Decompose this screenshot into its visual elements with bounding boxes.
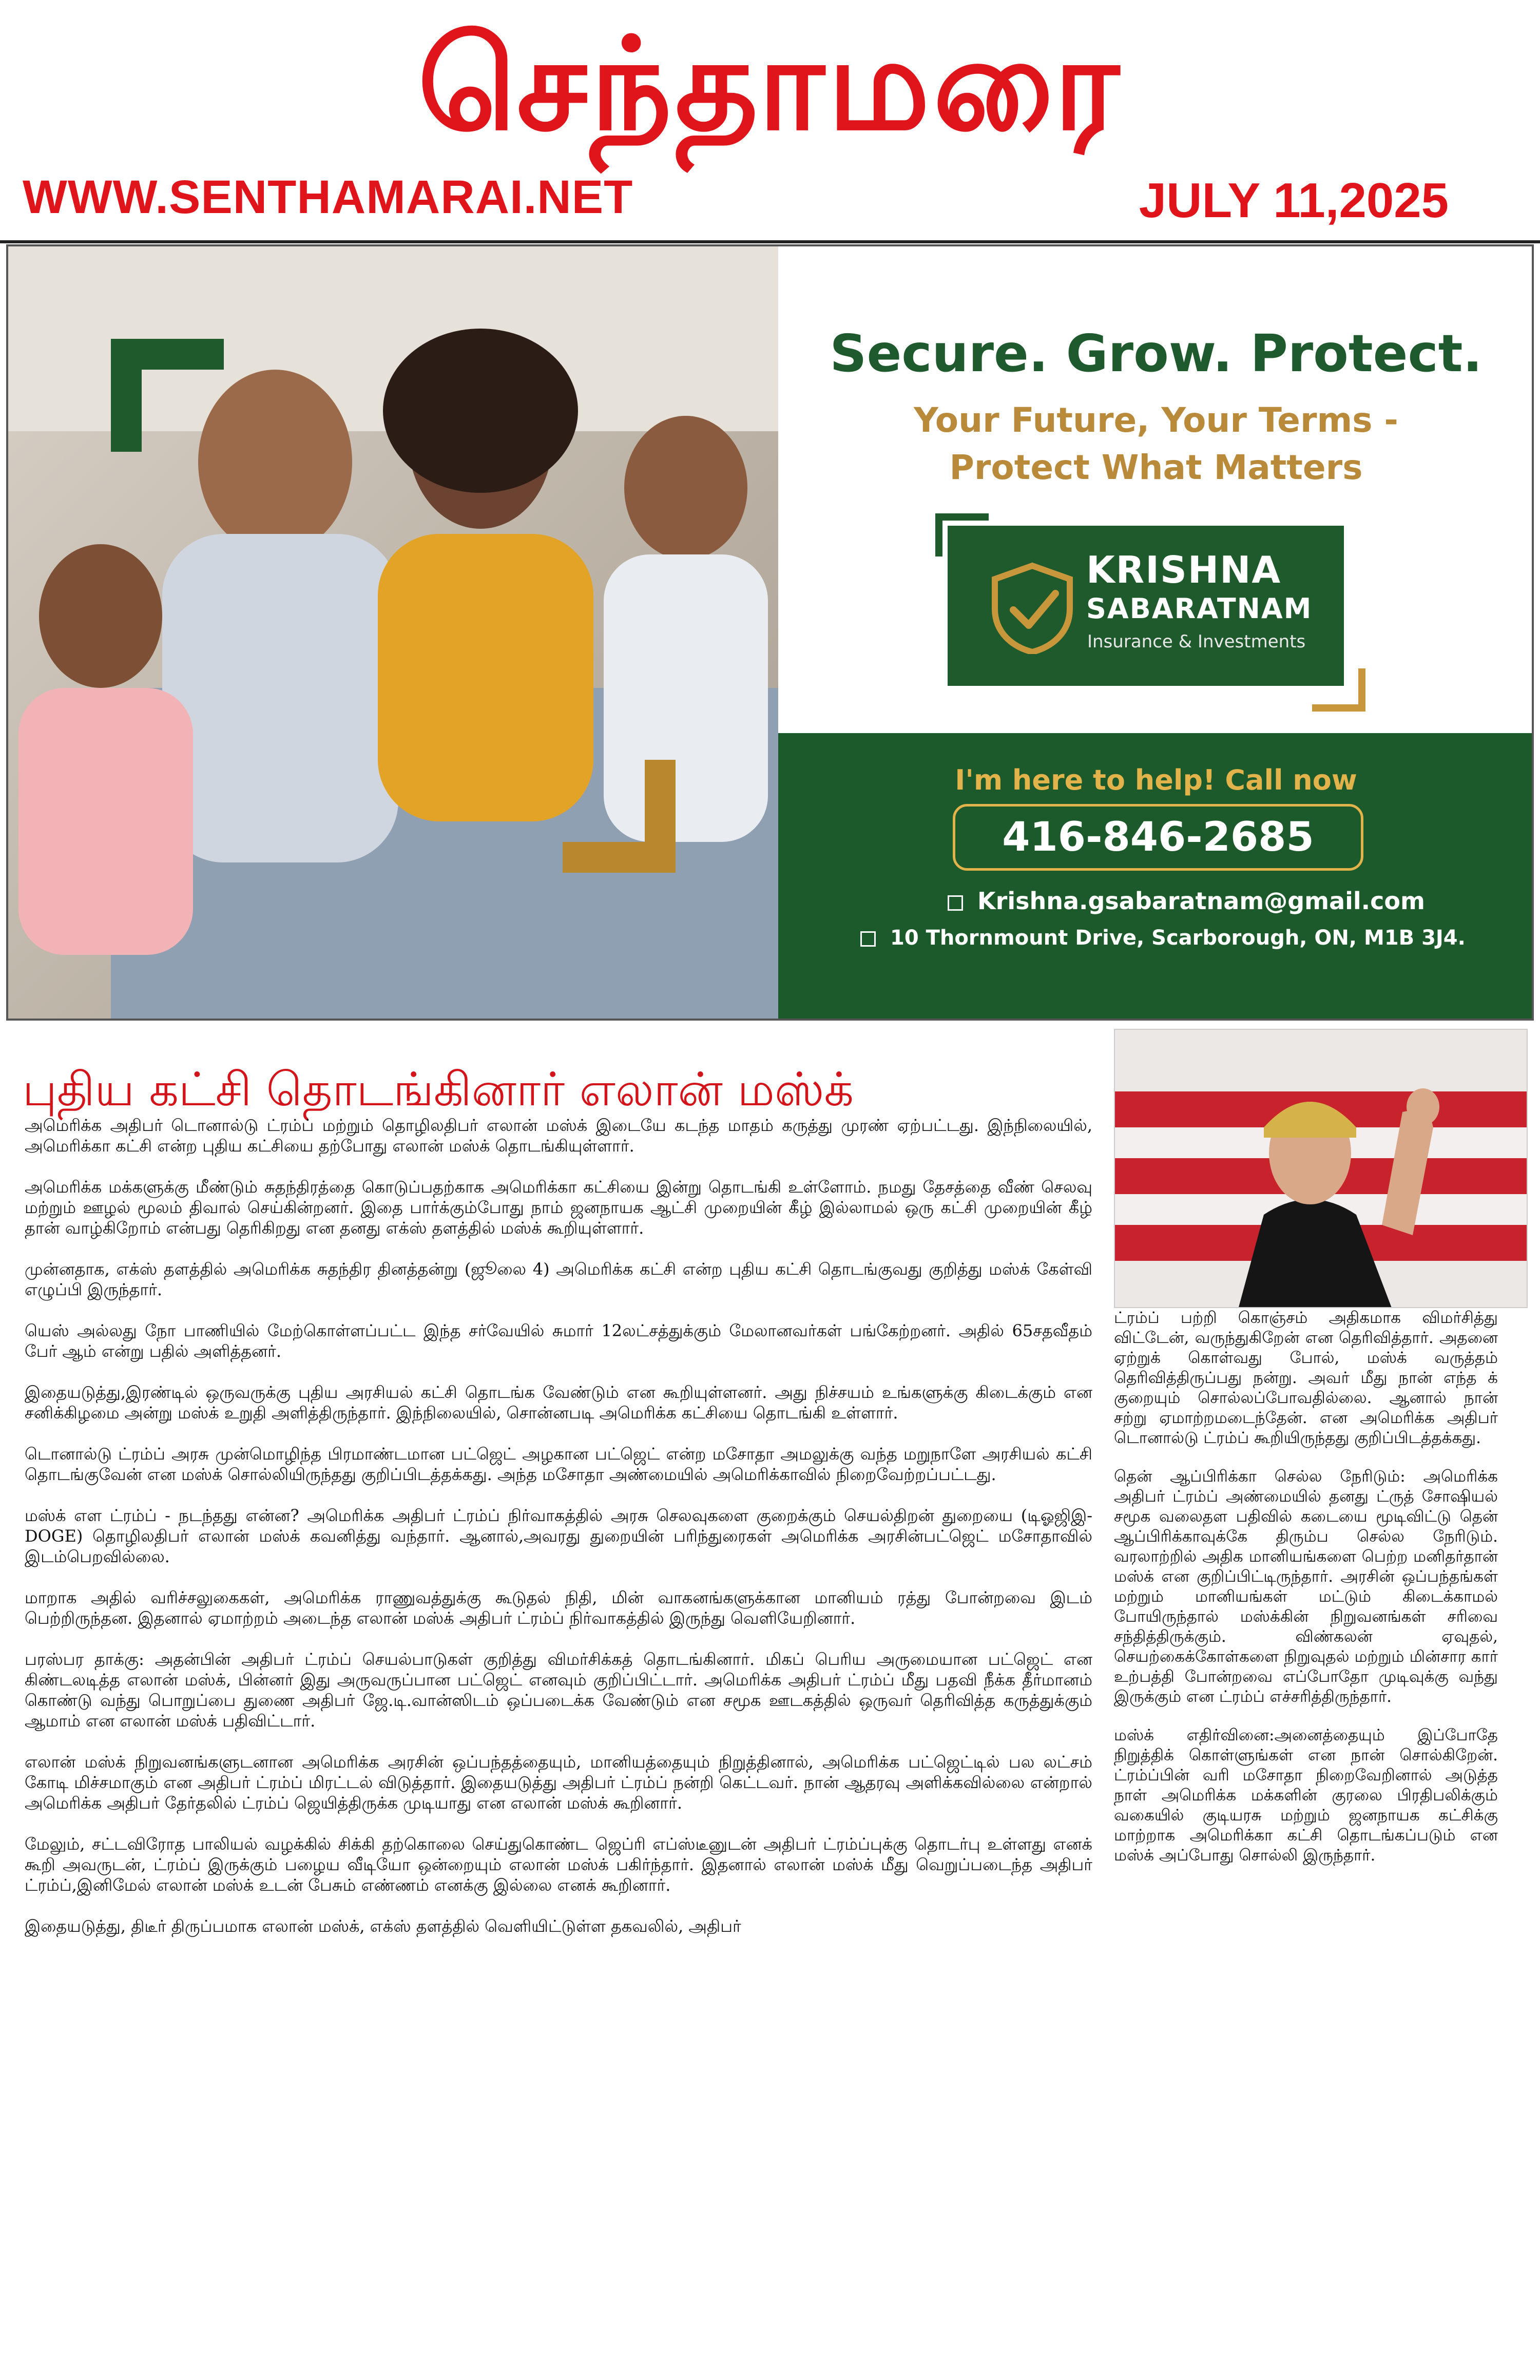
street-address: 10 Thornmount Drive, Scarborough, ON, M1B 3J4. [890, 926, 1466, 950]
ad-subheadline-1: Your Future, Your Terms - [914, 400, 1398, 440]
logo-tagline: Insurance & Investments [1087, 631, 1306, 652]
article-paragraph: ட்ரம்ப் பற்றி கொஞ்சம் அதிகமாக விமர்சித்து விட்டேன், வருந்துகிறேன் என தெரிவித்தார். அதனை ஏற்றுக் கொள்வது போல், மஸ்க் வருத்தம் தெரிவித்திருப்பது நன்று. அவர் மீது நான் எந்த க் குறையும் சொல்லப்போவதில்லை. ஆனால் நான் சற்று ஏமாற்றமடைந்தேன். என அமெரிக்க அதிபர் டொனால்டு ட்ரம்ப் கூறியிருந்தது குறிப்பிடத்தக்கது. [1114, 1309, 1498, 1447]
article-headline: புதிய கட்சி தொடங்கினார் எலான் மஸ்க் [23, 1063, 854, 1117]
shield-check-icon [989, 562, 1076, 654]
contact-panel [778, 733, 1534, 1019]
article-paragraph: முன்னதாக, எக்ஸ் தளத்தில் அமெரிக்க சுதந்திர தினத்தன்று (ஜூலை 4) அமெரிக்க கட்சி என்ற புதிய கட்சி தொடங்குவது குறித்து மஸ்க் கேள்வி எழுப்பி இருந்தார். [25, 1259, 1092, 1299]
gold-bracket-decoration [1312, 668, 1365, 712]
article-paragraph: டொனால்டு ட்ரம்ப் அரசு முன்மொழிந்த பிரமாண்டமான பட்ஜெட் அழகான பட்ஜெட் என்ற மசோதா அமலுக்கு வந்த மறுநாளே அரசியல் கட்சி தொடங்குவேன் என மஸ்க் சொல்லியிருந்தது குறிப்பிடத்தக்கது. அந்த மசோதா அண்மையில் அமெரிக்காவில் நிறைவேற்றப்பட்டது. [25, 1444, 1092, 1484]
address-line [860, 926, 1466, 950]
email-line[interactable] [948, 887, 1425, 915]
ad-subheadline-2: Protect What Matters [949, 448, 1363, 487]
issue-date: JULY 11,2025 [1139, 173, 1449, 228]
phone-number[interactable]: 416-846-2685 [953, 804, 1363, 871]
article-paragraph: மஸ்க் எள ட்ரம்ப் - நடந்தது என்ன? அமெரிக்க அதிபர் ட்ரம்ப் நிர்வாகத்தில் அரசு செலவுகளை குறைக்கும் செயல்திறன் துறையை (டிஓஜிஇ- DOGE) தொழிலதிபர் எலான் மஸ்க் கவனித்து வந்தார். ஆனால்,அவரது துறையின் பரிந்துரைகள் அமெரிக்க அரசின்பட்ஜெட் மசோதாவில் இடம்பெறவில்லை. [25, 1506, 1092, 1566]
article-paragraph: மேலும், சட்டவிரோத பாலியல் வழக்கில் சிக்கி தற்கொலை செய்துகொண்ட ஜெப்ரி எப்ஸ்டீனுடன் அதிபர் ட்ரம்ப்புக்கு தொடர்பு உள்ளது எனக் கூறி அவருடன், ட்ரம்ப் இருக்கும் பழைய வீடியோ ஒன்றையும் எலான் மஸ்க் பகிர்ந்தார். இதனால் எலான் மஸ்க் மீது வெறுப்படைந்த அதிபர் ட்ரம்ப்,இனிமேல் எலான் மஸ்க் உடன் பேசும் எண்ணம் எனக்கு இல்லை எனக் கூறினார். [25, 1834, 1093, 1895]
article-paragraph: இதையடுத்து, திடீர் திருப்பமாக எலான் மஸ்க், எக்ஸ் தளத்தில் வெளியிட்டுள்ள தகவலில், அதிபர் [25, 1916, 741, 1936]
family-photo [8, 246, 778, 1019]
ad-headline: Secure. Grow. Protect. [830, 323, 1483, 383]
article-paragraph: யெஸ் அல்லது நோ பாணியில் மேற்கொள்ளப்பட்ட இந்த சர்வேயில் சுமார் 12லட்சத்துக்கும் மேலானவர்கள் பங்கேற்றனர். அதில் 65சதவீதம் பேர் ஆம் என்று பதில் அளித்தனர். [25, 1321, 1092, 1361]
article-paragraph: மாறாக அதில் வரிச்சலுகைகள், அமெரிக்க ராணுவத்துக்கு கூடுதல் நிதி, மின் வாகனங்களுக்கான மானியம் ரத்து போன்றவை இடம் பெற்றிருந்தன. இதனால் ஏமாற்றம் அடைந்த எலான் மஸ்க் அதிபர் ட்ரம்ப் நிர்வாகத்தில் இருந்து வெளியேறினார். [25, 1588, 1092, 1628]
elon-musk-photo [1114, 1029, 1528, 1308]
article-main-column [25, 1115, 1092, 1957]
masthead [0, 0, 1540, 243]
insurance-advertisement[interactable] [6, 244, 1534, 1021]
email-icon [948, 895, 963, 911]
article-paragraph: தென் ஆப்பிரிக்கா செல்ல நேரிடும்: அமெரிக்க அதிபர் ட்ரம்ப் அண்மையில் தனது ட்ருத் சோஷியல் சமூக வலைதள பதிவில் கடையை மூடிவிட்டு தென் ஆப்பிரிக்காவுக்கே திரும்ப செல்ல நேரிடும். வரலாற்றில் அதிக மானியங்களை பெற்ற மனிதர்தான் மஸ்க் என குறிப்பிட்டிருந்தார். அரசின் ஒப்பந்தங்கள் மற்றும் மானியங்கள் மட்டும் கிடைக்காமல் போயிருந்தால் மஸ்க்கின் நிறுவனங்கள் சரிவை சந்தித்திருக்கும். விண்கலன் ஏவுதல், செயற்கைக்கோள்களை நிறுவுதல் மற்றும் மின்சார கார் உற்பத்தி போன்றவை எப்போதோ முடிவுக்கு வந்து இருக்கும் என ட்ரம்ப் எச்சரித்திருந்தார். [1114, 1467, 1498, 1706]
call-to-action: I'm here to help! Call now [955, 764, 1357, 796]
ad-text-panel [778, 246, 1534, 1019]
article-paragraph: அமெரிக்க அதிபர் டொனால்டு ட்ரம்ப் மற்றும் தொழிலதிபர் எலான் மஸ்க் இடையே கடந்த மாதம் கருத்து முரண் ஏற்பட்டது. இந்நிலையில், அமெரிக்கா கட்சி என்ற புதிய கட்சியை தற்போது எலான் மஸ்க் தொடங்கியுள்ளார். [25, 1116, 1092, 1156]
article-side-column [1114, 1308, 1498, 1884]
newspaper-title: செந்தாமரை [417, 11, 1123, 159]
article-paragraph: அமெரிக்க மக்களுக்கு மீண்டும் சுதந்திரத்தை கொடுப்பதற்காக அமெரிக்கா கட்சியை இன்று தொடங்கி உள்ளோம். நமது தேசத்தை வீண் செலவு மற்றும் ஊழல் மூலம் திவால் செய்கின்றனர். இதை பார்க்கும்போது நாம் ஜனநாயக ஆட்சி முறையின் கீழ் இல்லாமல் ஒரு கட்சி முறையின் கீழ் தான் வாழ்கிறோம் என்பது தெரிகிறது என தனது எக்ஸ் தளத்தில் மஸ்க் கூறியுள்ளார். [25, 1177, 1093, 1238]
article-paragraph: பரஸ்பர தாக்கு: அதன்பின் அதிபர் ட்ரம்ப் செயல்பாடுகள் குறித்து விமர்சிக்கத் தொடங்கினார். மிகப் பெரிய அருமையான பட்ஜெட் என கிண்டலடித்த எலான் மஸ்க், பின்னர் இது அருவருப்பான பட்ஜெட் எனவும் குறிப்பிட்டார். அமெரிக்க அதிபர் ட்ரம்ப் மீது பதவி நீக்க தீர்மானம் கொண்டு வந்து பொறுப்பை துணை அதிபர் ஜே.டி.வான்ஸிடம் ஒப்படைக்க வேண்டும் என சமூக ஊடகத்தில் ஒருவர் தெரிவித்த கருத்துக்கும் ஆமாம் என எலான் மஸ்க் பதிவிட்டார். [25, 1649, 1093, 1731]
company-logo [948, 526, 1344, 686]
article-paragraph: இதையடுத்து,இரண்டில் ஒருவருக்கு புதிய அரசியல் கட்சி தொடங்க வேண்டும் என கூறியுள்ளனர். அது நிச்சயம் உங்களுக்கு கிடைக்கும் என சனிக்கிழமை அன்று மஸ்க் உறுதி அளித்திருந்தார். இந்நிலையில், சொன்னபடி அமெரிக்க கட்சியை தொடங்கி உள்ளார். [25, 1383, 1093, 1423]
article-paragraph: எலான் மஸ்க் நிறுவனங்களுடனான அமெரிக்க அரசின் ஒப்பந்தத்தையும், மானியத்தையும் நிறுத்தினால், அமெரிக்க பட்ஜெட்டில் பல லட்சம் கோடி மிச்சமாகும் என அதிபர் ட்ரம்ப் மிரட்டல் விடுத்தார். இதையடுத்து அதிபர் ட்ரம்ப் நன்றி கெட்டவர். நான் ஆதரவு அளிக்கவில்லை என்றால் அமெரிக்க அதிபர் தேர்தலில் ட்ரம்ப் ஜெயித்திருக்க முடியாது என எலான் மஸ்க் கூறினார். [25, 1752, 1092, 1813]
article-paragraph: மஸ்க் எதிர்வினை:அனைத்தையும் இப்போதே நிறுத்திக் கொள்ளுங்கள் என நான் சொல்கிறேன். ட்ரம்ப்பின் வரி மசோதா நிறைவேறினால் அடுத்த நாள் அமெரிக்க மக்களின் குரலை பிரதிபலிக்கும் வகையில் குடியரசு மற்றும் ஜனநாயக கட்சிக்கு மாற்றாக அமெரிக்கா கட்சி தொடங்கப்படும் என மஸ்க் அப்போது சொல்லி இருந்தார். [1114, 1726, 1498, 1865]
logo-name-line2: SABARATNAM [1086, 592, 1313, 625]
email-address[interactable]: Krishna.gsabaratnam@gmail.com [977, 887, 1425, 915]
logo-name-line1: KRISHNA [1086, 548, 1282, 591]
location-icon [860, 931, 876, 947]
website-link[interactable]: WWW.SENTHAMARAI.NET [23, 171, 633, 223]
